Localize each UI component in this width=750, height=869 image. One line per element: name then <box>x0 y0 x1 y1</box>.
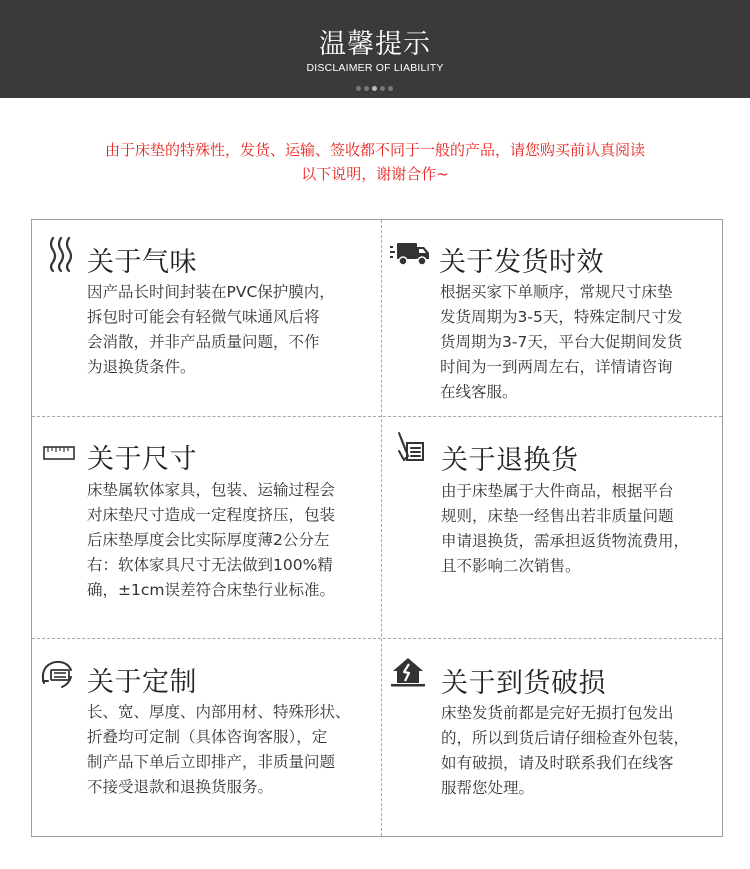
ruler-icon <box>43 445 75 464</box>
body-line: 拆包时可能会有轻微气味通风后将 <box>87 308 320 326</box>
body-line: 会消散，并非产品质量问题，不作 <box>87 333 320 351</box>
delivery-truck-icon <box>390 240 430 272</box>
section-customize <box>32 639 381 836</box>
body-line: 由于床垫属于大件商品，根据平台 <box>441 482 674 500</box>
notice-text <box>0 138 750 186</box>
body-line: 右：软体家具尺寸无法做到100%精 <box>87 556 333 574</box>
section-size <box>32 417 381 638</box>
smell-waves-icon <box>48 236 74 276</box>
body-line: 床垫发货前都是完好无损打包发出 <box>441 704 674 722</box>
header-banner <box>0 0 750 98</box>
body-line: 在线客服。 <box>440 383 518 401</box>
body-line: 规则，床垫一经售出若非质量问题 <box>441 507 674 525</box>
body-line: 如有破损，请及时联系我们在线客 <box>441 754 674 772</box>
carousel-dot <box>356 86 361 91</box>
body-line: 制产品下单后立即排产，非质量问题 <box>87 753 336 771</box>
section-title: 关于气味 <box>87 247 197 278</box>
section-title: 关于尺寸 <box>87 444 197 475</box>
notice-line: 由于床垫的特殊性，发货、运输、签收都不同于一般的产品，请您购买前认真阅读 <box>104 141 645 159</box>
carousel-dot-active <box>372 86 377 91</box>
body-line: 床垫属软体家具，包装、运输过程会 <box>87 481 336 499</box>
info-grid <box>31 219 723 837</box>
return-form-icon <box>396 431 426 467</box>
notice-line: 以下说明，谢谢合作~ <box>301 165 449 183</box>
body-line: 为退换货条件。 <box>87 358 196 376</box>
section-returns <box>382 417 722 638</box>
section-body <box>441 479 689 579</box>
section-body <box>440 280 682 405</box>
carousel-dot <box>380 86 385 91</box>
body-line: 长、宽、厚度、内部用材、特殊形状、 <box>87 703 351 721</box>
section-body <box>87 700 351 800</box>
body-line: 申请退换货，需承担返货物流费用， <box>441 532 690 550</box>
section-damage <box>382 639 722 836</box>
customize-icon <box>40 659 74 693</box>
carousel-dot <box>364 86 369 91</box>
body-line: 服帮您处理。 <box>441 779 535 797</box>
section-title: 关于到货破损 <box>441 668 606 699</box>
body-line: 且不影响二次销售。 <box>441 557 581 575</box>
page-title: 温馨提示 <box>319 29 431 60</box>
section-body <box>87 478 335 603</box>
carousel-dot <box>388 86 393 91</box>
body-line: 的，所以到货后请仔细检查外包装， <box>441 729 690 747</box>
broken-house-icon <box>390 655 426 691</box>
body-line: 后床垫厚度会比实际厚度薄2公分左 <box>87 531 330 549</box>
section-shipping <box>382 220 722 416</box>
body-line: 因产品长时间封装在PVC保护膜内， <box>87 283 335 301</box>
body-line: 不接受退款和退换货服务。 <box>87 778 274 796</box>
section-title: 关于发货时效 <box>439 247 604 278</box>
body-line: 时间为一到两周左右，详情请咨询 <box>440 358 673 376</box>
body-line: 对床垫尺寸造成一定程度挤压，包装 <box>87 506 336 524</box>
body-line: 确，±1cm误差符合床垫行业标准。 <box>87 581 335 599</box>
section-body <box>441 701 689 801</box>
body-line: 根据买家下单顺序，常规尺寸床垫 <box>440 283 673 301</box>
section-title: 关于定制 <box>87 667 197 698</box>
body-line: 发货周期为3-5天，特殊定制尺寸发 <box>440 308 683 326</box>
body-line: 折叠均可定制（具体咨询客服），定 <box>87 728 328 746</box>
section-title: 关于退换货 <box>441 445 579 476</box>
section-body <box>87 280 335 380</box>
section-smell <box>32 220 381 416</box>
page-subtitle: DISCLAIMER OF LIABILITY <box>306 62 444 74</box>
body-line: 货周期为3-7天，平台大促期间发货 <box>440 333 683 351</box>
carousel-dots <box>356 86 393 91</box>
